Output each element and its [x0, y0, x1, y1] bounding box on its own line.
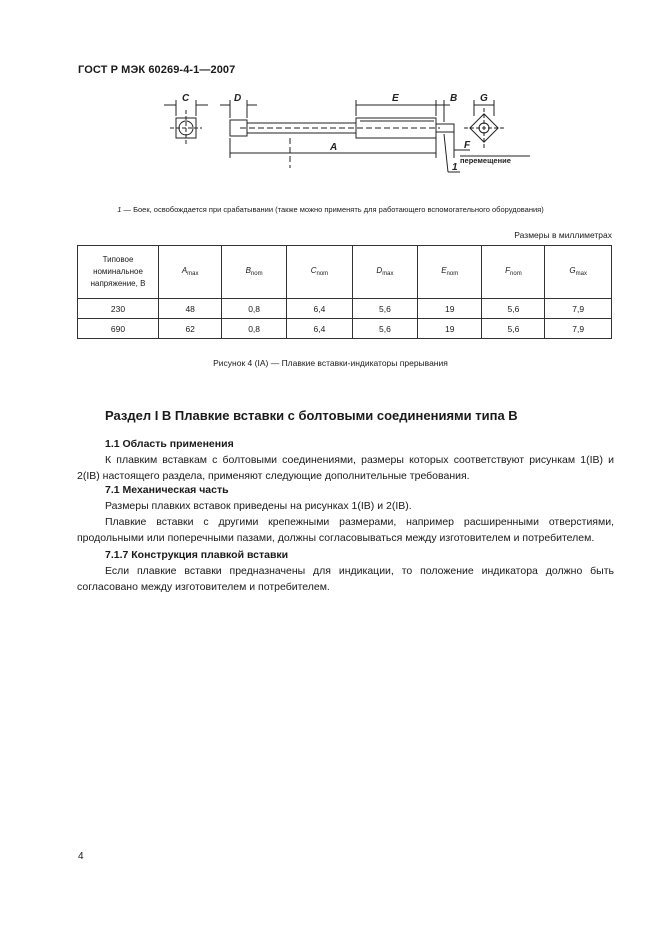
table-cell: 6,4 — [286, 319, 352, 339]
table-cell: 5,6 — [353, 299, 418, 319]
header-e: $E_{nom}$ — [417, 246, 482, 299]
paragraph-indicator: Если плавкие вставки предназначены для индикации, то положение индикатора должно быть согласовано между изготовителем и потребителем. — [77, 565, 614, 593]
dimension-label-d: D — [234, 93, 242, 104]
table-cell: 7,9 — [545, 299, 612, 319]
fuse-drawing — [160, 88, 540, 188]
header-d: $D_{max}$ — [353, 246, 418, 299]
table-cell: 5,6 — [482, 319, 545, 339]
table-cell: 230 — [78, 299, 159, 319]
heading-scope: 1.1 Область применения — [105, 438, 234, 450]
table-cell: 6,4 — [286, 299, 352, 319]
dimension-label-a: A — [330, 142, 338, 153]
dimension-label-g: G — [480, 93, 488, 104]
paragraph-other-sizes: Плавкие вставки с другими крепежными размерами, например расширенными отверстиями, продольными или поперечными пазами, должны согласовываться между изготовителем и потребителем. — [77, 516, 614, 544]
legend-number: 1 — [117, 205, 122, 214]
units-note: Размеры в миллиметрах — [514, 230, 612, 240]
dimension-label-f: F — [464, 140, 471, 151]
fuse-body — [230, 118, 454, 138]
header-voltage-line: напряжение, В — [90, 279, 146, 288]
header-g: $G_{max}$ — [545, 246, 612, 299]
table-cell: 62 — [159, 319, 222, 339]
paragraph-dimensions: Размеры плавких вставок приведены на рисунках 1(IB) и 2(IB). — [105, 500, 412, 512]
table-row — [78, 299, 612, 319]
table-cell: 5,6 — [353, 319, 418, 339]
table-cell: 0,8 — [222, 299, 287, 319]
table-cell: 19 — [417, 299, 482, 319]
callout-label: 1 — [452, 162, 458, 173]
end-view-left — [164, 100, 208, 146]
dimension-label-b: B — [450, 93, 458, 104]
figure-caption: Рисунок 4 (IA) — Плавкие вставки-индикаторы прерывания — [213, 358, 448, 368]
table-cell: 690 — [78, 319, 159, 339]
header-c: $C_{nom}$ — [286, 246, 352, 299]
dimensions-table — [77, 245, 612, 339]
heading-construction: 7.1.7 Конструкция плавкой вставки — [105, 549, 289, 561]
dimension-label-e: E — [392, 93, 399, 104]
header-voltage-line: Типовое — [102, 255, 134, 264]
dimension-label-c: C — [182, 93, 190, 104]
table-cell: 7,9 — [545, 319, 612, 339]
table-cell: 48 — [159, 299, 222, 319]
page-number: 4 — [78, 851, 84, 862]
header-voltage — [78, 246, 159, 299]
document-header: ГОСТ Р МЭК 60269-4-1—2007 — [78, 64, 236, 76]
header-a: $A_{max}$ — [159, 246, 222, 299]
legend-text: — Боек, освобождается при срабатывании (также можно применять для работающего вспомогательного оборудования) — [121, 205, 544, 214]
table-header-row — [78, 246, 612, 299]
table-cell: 19 — [417, 319, 482, 339]
section-title: Раздел I B Плавкие вставки с болтовыми соединениями типа B — [105, 408, 518, 423]
table-cell: 5,6 — [482, 299, 545, 319]
header-b: $B_{nom}$ — [222, 246, 287, 299]
heading-mechanical: 7.1 Механическая часть — [105, 484, 229, 496]
figure-legend — [60, 205, 601, 214]
table-row — [78, 319, 612, 339]
header-voltage-line: номинальное — [93, 267, 143, 276]
table-cell: 0,8 — [222, 319, 287, 339]
header-f: $F_{nom}$ — [482, 246, 545, 299]
displacement-label: перемещение — [460, 156, 511, 165]
paragraph-scope: К плавким вставкам с болтовыми соединениями, размеры которых соответствуют рисункам 1(IB) и 2(IB) настоящего раздела, применяют следующие дополнительные требования. — [77, 454, 614, 482]
